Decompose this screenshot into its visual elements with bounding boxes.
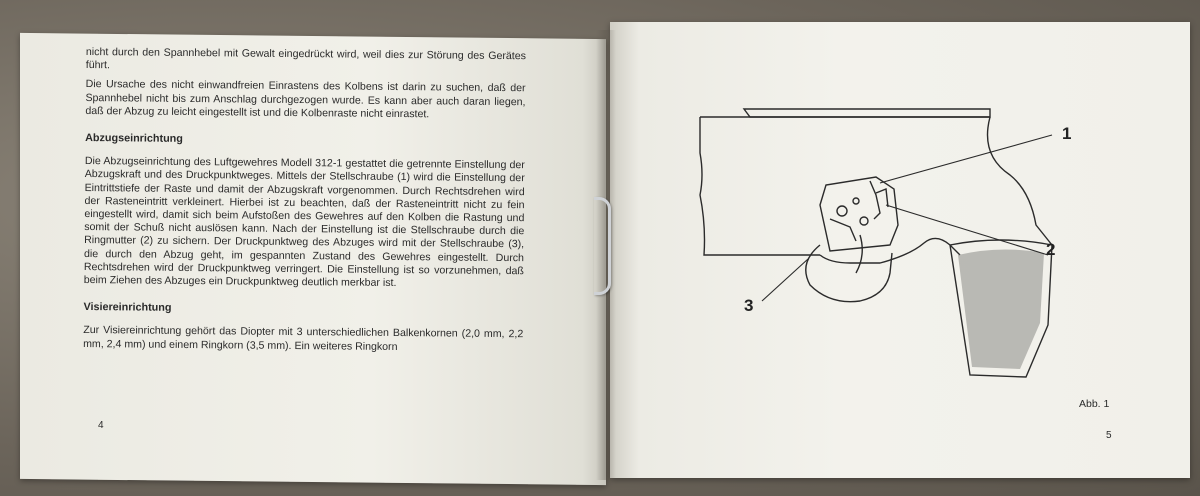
left-page-text [83,46,526,361]
paragraph-visiereinrichtung: Zur Visiereinrichtung gehört das Diopter mit 3 unterschiedlichen Balkenkornen (2,0 mm, 2,2 mm, 2,4 mm) und einem Ringkorn (3,5 mm). Ein weiteres Ringkorn [83,324,524,353]
callout-3: 3 [744,296,754,315]
page-number-right: 5 [1106,430,1112,441]
page-number-left: 4 [98,420,104,431]
paragraph-1: nicht durch den Spannhebel mit Gewalt eingedrückt wird, weil dies zur Störung des Gerätes führt. [85,46,526,72]
heading-visiereinrichtung: Visiereinrichtung [83,301,172,315]
paragraph-2: Die Ursache des nicht einwandfreien Einrastens des Kolbens ist darin zu suchen, daß der Spannhebel nicht bis zum Anschlag durchgezogen wurde. Es kann aber auch daran liegen, daß der Abzug zu leicht eingestellt ist und die Kolbenraste nicht einrastet. [85,78,526,121]
figure-caption: Abb. 1 [1079,398,1110,410]
heading-abzugseinrichtung: Abzugseinrichtung [85,132,183,145]
staple [594,197,611,295]
callout-1: 1 [1062,124,1072,143]
paragraph-abzugseinrichtung: Die Abzugseinrichtung des Luftgewehres Modell 312-1 gestattet die getrennte Einstellung der Abzugskraft und des Druckpunktweges. Mittels der Stellschraube (1) wird die Einstellung der Eintrittstiefe der Raste und damit der Abzugskraft vorgenommen. Durch Rechtsdrehen wird der Rasteneintritt verkleinert. Hierbei ist zu beachten, daß der Rasteneintritt nicht zu fein eingestellt wird, damit sich beim Aufstoßen des Gewehres auf den Kolben die Rastung und somit der Schuß nicht auslösen kann. Nach der Einstellung ist die Stellschraube durch die Ringmutter (2) zu sichern. Der Druckpunktweg des Abzuges wird mit der Stellschraube (3), die durch den Abzug geht, im gespannten Zustand des Gewehres eingestellt. Durch Rechtsdrehen wird der Druckpunktweg verringert. Die Einstellung ist so vorzunehmen, daß beim Ziehen des Abzuges ein Druckpunktweg deutlich merkbar ist. [83,155,525,290]
callout-2: 2 [1046,240,1056,259]
